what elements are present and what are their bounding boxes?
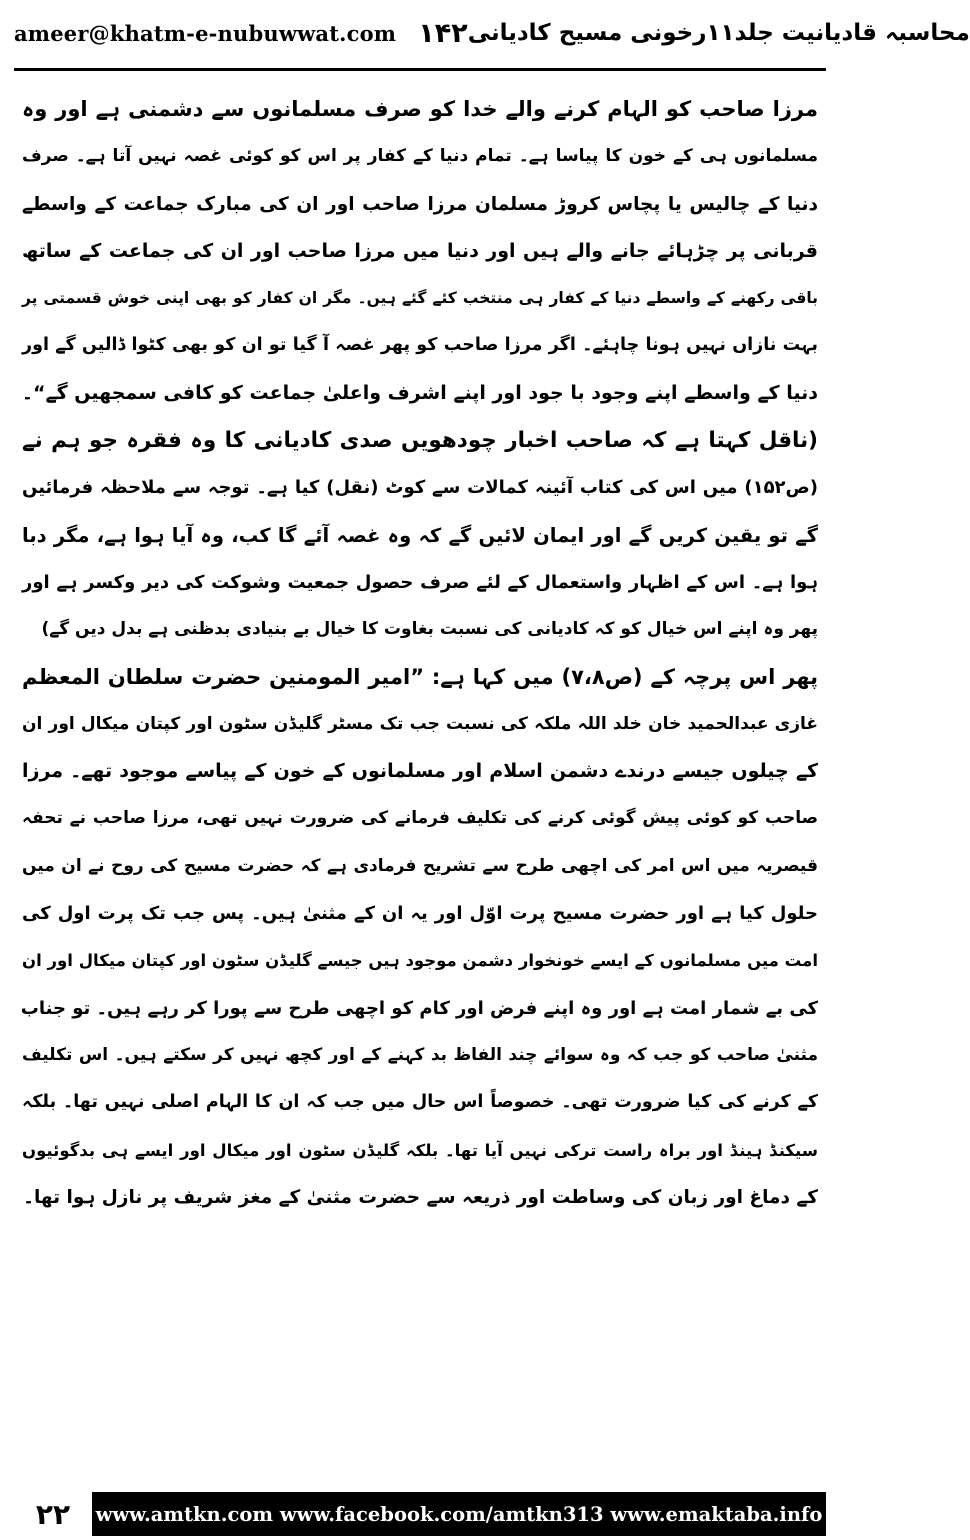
text-line: مرزا صاحب کو الہام کرنے والے خدا کو صرف مسلمانوں سے دشمنی ہے اور وہ xyxy=(22,97,818,121)
text-line: قربانی پر چڑہائے جانے والے ہیں اور دنیا میں مرزا صاحب اور ان کی جماعت کے ساتھ xyxy=(22,239,818,262)
footer-links: www.amtkn.com www.facebook.com/amtkn313 www.emaktaba.info xyxy=(92,1492,826,1536)
text-line: پھر وہ اپنے اس خیال کو کہ کادیانی کی نسبت بغاوت کا خیال بے بنیادی بدظنی ہے بدل دیں گے) xyxy=(41,619,818,640)
text-line: ہوا ہے۔ اس کے اظہار واستعمال کے لئے صرف حصول جمعیت وشوکت کی دیر وکسر ہے اور xyxy=(22,571,818,593)
text-line: باقی رکھنے کے واسطے دنیا کے کفار ہی منتخب کئے گئے ہیں۔ مگر ان کفار کو بھی اپنی خوش قسمتی پر xyxy=(22,289,818,308)
text-line: (ص۱۵۲) میں اس کی کتاب آئینہ کمالات سے کوٹ (نقل) کیا ہے۔ توجہ سے ملاحظہ فرمائیں xyxy=(22,477,818,499)
header-divider xyxy=(14,68,826,71)
text-line: کی بے شمار امت ہے اور وہ اپنے فرض اور کام کو اچھی طرح سے پورا کر رہے ہیں۔ تو جناب xyxy=(20,997,818,1019)
text-line: گے تو یقین کریں گے اور ایمان لائیں گے کہ وہ غصہ آئے گا کب، وہ آیا ہوا ہے، مگر دبا xyxy=(22,523,818,547)
text-line: مثنیٰ صاحب کو جب کہ وہ سوائے چند الفاظ بد کہنے کے اور کچھ نہیں کر سکتے ہیں۔ اس تکلیف xyxy=(22,1044,818,1065)
text-line: سیکنڈ ہینڈ اور براہ راست ترکی نہیں آیا تھا۔ بلکہ گلیڈن سٹون اور میکال اور ایسے ہی بدگوئیوں xyxy=(22,1140,818,1160)
text-line: مسلمانوں ہی کے خون کا پیاسا ہے۔ تمام دنیا کے کفار پر اس کو کوئی غصہ نہیں آتا ہے۔ صرف xyxy=(22,146,818,167)
footer-page-number: ۲۲ xyxy=(35,1497,71,1531)
header-title: محاسبہ قادیانیت جلد۱۱رخونی مسیح کادیانی xyxy=(467,20,970,46)
page-footer xyxy=(14,1490,826,1538)
body-text xyxy=(22,86,818,1221)
text-line: کے کرنے کی کیا ضرورت تھی۔ خصوصاً اس حال میں جب کہ ان کا الہام اصلی نہیں تھا۔ بلکہ xyxy=(22,1092,818,1113)
header-page-number: ۱۴۲ xyxy=(418,17,468,49)
text-line: دنیا کے واسطے اپنے وجود با جود اور اپنے اشرف واعلیٰ جماعت کو کافی سمجھیں گے“۔ xyxy=(21,381,818,404)
text-line: کے چیلوں جیسے درندے دشمن اسلام اور مسلمانوں کے خون کے پیاسے موجود تھے۔ مرزا xyxy=(22,760,818,783)
text-line: کے دماغ اور زبان کی وساطت اور ذریعہ سے حضرت مثنیٰ کے مغز شریف پر نازل ہوا تھا۔ xyxy=(23,1186,818,1208)
text-line: پھر اس پرچہ کے (ص۷،۸) میں کہا ہے: ”امیر المومنین حضرت سلطان المعظم xyxy=(22,664,818,689)
page-header xyxy=(14,0,970,66)
text-line: دنیا کے چالیس یا پچاس کروڑ مسلمان مرزا صاحب اور ان کی مبارک جماعت کے واسطے xyxy=(22,193,818,215)
header-email: ameer@khatm-e-nubuwwat.com xyxy=(14,20,397,46)
text-line: بہت نازاں نہیں ہونا چاہئے۔ اگر مرزا صاحب کو پھر غصہ آ گیا تو ان کو بھی کٹوا ڈالیں گے اور xyxy=(22,335,818,356)
text-line: حلول کیا ہے اور حضرت مسیح پرت اوّل اور یہ ان کے مثنیٰ ہیں۔ پس جب تک پرت اول کی xyxy=(22,903,818,925)
text-line: صاحب کو کوئی پیش گوئی کرنے کی تکلیف فرمانے کی ضرورت نہیں تھی، مرزا صاحب نے تحفہ xyxy=(22,808,818,829)
text-line: قیصریہ میں اس امر کی اچھی طرح سے تشریح فرمادی ہے کہ حضرت مسیح کی روح نے ان میں xyxy=(22,855,818,876)
text-line: امت میں مسلمانوں کے ایسے خونخوار دشمن موجود ہیں جیسے گلیڈن سٹون اور کپتان میکال اور ان xyxy=(22,951,818,971)
text-line: (ناقل کہتا ہے کہ صاحب اخبار چودھویں صدی کادیانی کا وہ فقرہ جو ہم نے xyxy=(22,428,818,454)
text-line: غازی عبدالحمید خان خلد اللہ ملکہ کی نسبت جب تک مسٹر گلیڈن سٹون اور کپتان میکال اور ان xyxy=(22,713,818,734)
